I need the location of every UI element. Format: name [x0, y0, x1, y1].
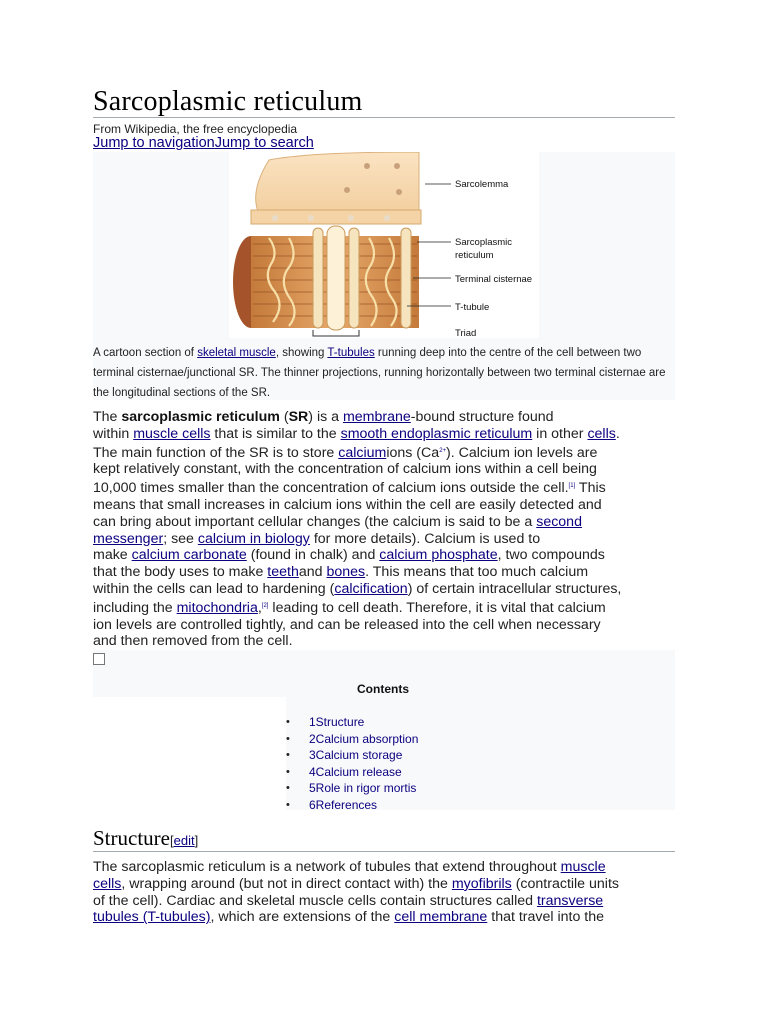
- superscript: 2+: [439, 447, 447, 454]
- text-line: [93, 909, 678, 926]
- toc-item-calcium-release[interactable]: • 4Calcium release: [286, 764, 418, 781]
- text-run: ) of certain intracellular structures,: [407, 580, 622, 597]
- text-line: [93, 547, 678, 564]
- page-title: Sarcoplasmic reticulum: [93, 86, 363, 117]
- text-run: ,: [257, 599, 262, 616]
- toc-toggle-checkbox[interactable]: [93, 653, 105, 665]
- text-run: means that small increases in calcium ions within the cell are easily detected and: [93, 496, 602, 513]
- text-run: that is similar to the: [210, 425, 341, 442]
- text-run: -bound structure found: [410, 409, 554, 425]
- edit-bracket-close: ]: [194, 833, 199, 848]
- text-line: [93, 514, 678, 531]
- text-line: [93, 461, 678, 478]
- section-heading-structure: [93, 826, 198, 851]
- inline-link[interactable]: muscle cells: [133, 425, 211, 442]
- text-run: that the body uses to make: [93, 564, 268, 581]
- text-line: [93, 633, 678, 650]
- superscript[interactable]: [2]: [261, 602, 269, 609]
- label-reticulum: reticulum: [455, 250, 494, 261]
- label-terminal-cisternae: Terminal cisternae: [455, 274, 533, 285]
- toc-list: [286, 714, 418, 813]
- structure-paragraph: [93, 859, 678, 926]
- caption-link-t-tubules[interactable]: T-tubules: [327, 347, 375, 359]
- text-line: [93, 581, 678, 598]
- caption-text: , showing: [275, 347, 328, 359]
- text-line: [93, 617, 678, 634]
- text-run: within: [93, 425, 134, 442]
- intro-paragraph: [93, 409, 678, 650]
- text-line: [93, 876, 678, 893]
- text-run: ; see: [163, 530, 198, 547]
- text-run: can bring about important cellular changes (the calcium is said to be a: [93, 513, 537, 530]
- label-sarcolemma: Sarcolemma: [455, 179, 509, 190]
- text-run: . This means that too much calcium: [365, 564, 589, 581]
- tagline: From Wikipedia, the free encyclopedia: [93, 122, 298, 136]
- jump-to-navigation-link[interactable]: Jump to navigation: [93, 135, 215, 151]
- text-run: .: [615, 425, 620, 442]
- text-run: kept relatively constant, with the concentration of calcium ions within a cell being: [93, 461, 597, 478]
- text-run: ions (Ca: [386, 444, 440, 461]
- inline-link[interactable]: bones: [326, 564, 366, 581]
- inline-link[interactable]: cell membrane: [394, 909, 488, 926]
- inline-link[interactable]: calcium: [338, 444, 387, 461]
- illustration-svg: [229, 152, 539, 338]
- text-run: ). Calcium ion levels are: [446, 444, 598, 461]
- inline-link[interactable]: calcium carbonate: [131, 547, 247, 564]
- text-run: This: [575, 480, 606, 497]
- text-line: [93, 564, 678, 581]
- text-run: including the: [93, 599, 177, 616]
- inline-link[interactable]: cells: [93, 875, 122, 892]
- text-run: (: [279, 409, 289, 425]
- inline-link[interactable]: smooth endoplasmic reticulum: [340, 425, 533, 442]
- toc-title: Contents: [357, 682, 409, 696]
- toc-item-structure[interactable]: • 1Structure: [286, 714, 418, 731]
- inline-link[interactable]: teeth: [267, 564, 299, 581]
- text-run: , two compounds: [497, 547, 605, 564]
- edit-link[interactable]: edit: [173, 833, 195, 848]
- inline-link[interactable]: mitochondria: [176, 599, 258, 616]
- caption-text: A cartoon section of: [93, 347, 198, 359]
- inline-link[interactable]: myofibrils: [451, 875, 512, 892]
- text-line: [93, 409, 678, 426]
- bold-term: SR: [288, 409, 309, 425]
- text-run: (contractile units: [511, 875, 619, 892]
- text-run: (found in chalk) and: [246, 547, 380, 564]
- bold-term: sarcoplasmic reticulum: [121, 409, 280, 425]
- sarcoplasmic-reticulum-illustration[interactable]: [229, 152, 539, 338]
- label-t-tubule: T-tubule: [455, 302, 490, 313]
- caption-link-skeletal-muscle[interactable]: skeletal muscle: [197, 347, 276, 359]
- text-run: ion levels are controlled tightly, and can be released into the cell when necessary: [93, 616, 601, 633]
- jump-links: [93, 135, 314, 151]
- toc-inner-panel: [93, 697, 286, 810]
- text-run: leading to cell death. Therefore, it is vital that calcium: [268, 599, 606, 616]
- text-line: [93, 893, 678, 910]
- inline-link[interactable]: membrane: [342, 409, 411, 425]
- text-line: [93, 426, 678, 443]
- toc-item-calcium-absorption[interactable]: • 2Calcium absorption: [286, 731, 418, 748]
- text-run: that travel into the: [487, 909, 605, 926]
- text-line: [93, 859, 678, 876]
- text-run: in other: [532, 425, 588, 442]
- inline-link[interactable]: muscle: [560, 859, 606, 875]
- text-run: ) is a: [308, 409, 343, 425]
- inline-link[interactable]: transverse: [536, 892, 604, 909]
- inline-link[interactable]: tubules (T-tubules): [93, 909, 211, 926]
- text-run: of the cell). Cardiac and skeletal muscle cells contain structures called: [93, 892, 537, 909]
- text-line: [93, 598, 678, 617]
- superscript[interactable]: [1]: [568, 483, 576, 490]
- text-run: and then removed from the cell.: [93, 633, 293, 650]
- label-sarcoplasmic: Sarcoplasmic: [455, 237, 513, 248]
- inline-link[interactable]: second: [536, 513, 582, 530]
- toc-item-rigor-mortis[interactable]: • 5Role in rigor mortis: [286, 780, 418, 797]
- label-triad: Triad: [455, 328, 477, 338]
- text-line: [93, 497, 678, 514]
- edit-section: [170, 833, 198, 848]
- toc-item-calcium-storage[interactable]: • 3Calcium storage: [286, 747, 418, 764]
- edit-bracket-open: [: [169, 833, 174, 848]
- inline-link[interactable]: calcium in biology: [197, 530, 310, 547]
- figure-caption: [93, 343, 668, 403]
- toc-item-references[interactable]: • 6References: [286, 797, 418, 814]
- text-line: [93, 478, 678, 497]
- inline-link[interactable]: calcification: [334, 580, 408, 597]
- text-line: [93, 443, 678, 462]
- text-run: The: [93, 409, 122, 425]
- inline-link[interactable]: calcium phosphate: [379, 547, 498, 564]
- text-run: within the cells can lead to hardening (: [93, 580, 335, 597]
- section-divider: [93, 851, 675, 852]
- caption-text: running deep into the centre of the cell between two terminal cisternae/junctional SR. The thinner projections, running horizontally between two terminal cisternae are the longitudinal sections of the SR.: [93, 347, 666, 399]
- inline-link[interactable]: messenger: [93, 530, 164, 547]
- text-run: make: [93, 547, 132, 564]
- text-run: , wrapping around (but not in direct contact with) the: [121, 875, 452, 892]
- text-run: and: [298, 564, 327, 581]
- title-divider: [93, 117, 675, 118]
- text-run: , which are extensions of the: [210, 909, 395, 926]
- text-run: The sarcoplasmic reticulum is a network of tubules that extend throughout: [93, 859, 561, 875]
- inline-link[interactable]: cells: [587, 425, 616, 442]
- text-line: [93, 531, 678, 548]
- text-run: 10,000 times smaller than the concentration of calcium ions outside the cell.: [93, 480, 569, 497]
- text-run: The main function of the SR is to store: [93, 444, 339, 461]
- jump-to-search-link[interactable]: Jump to search: [214, 135, 314, 151]
- text-run: for more details). Calcium is used to: [309, 530, 541, 547]
- section-heading-text: Structure: [93, 826, 170, 850]
